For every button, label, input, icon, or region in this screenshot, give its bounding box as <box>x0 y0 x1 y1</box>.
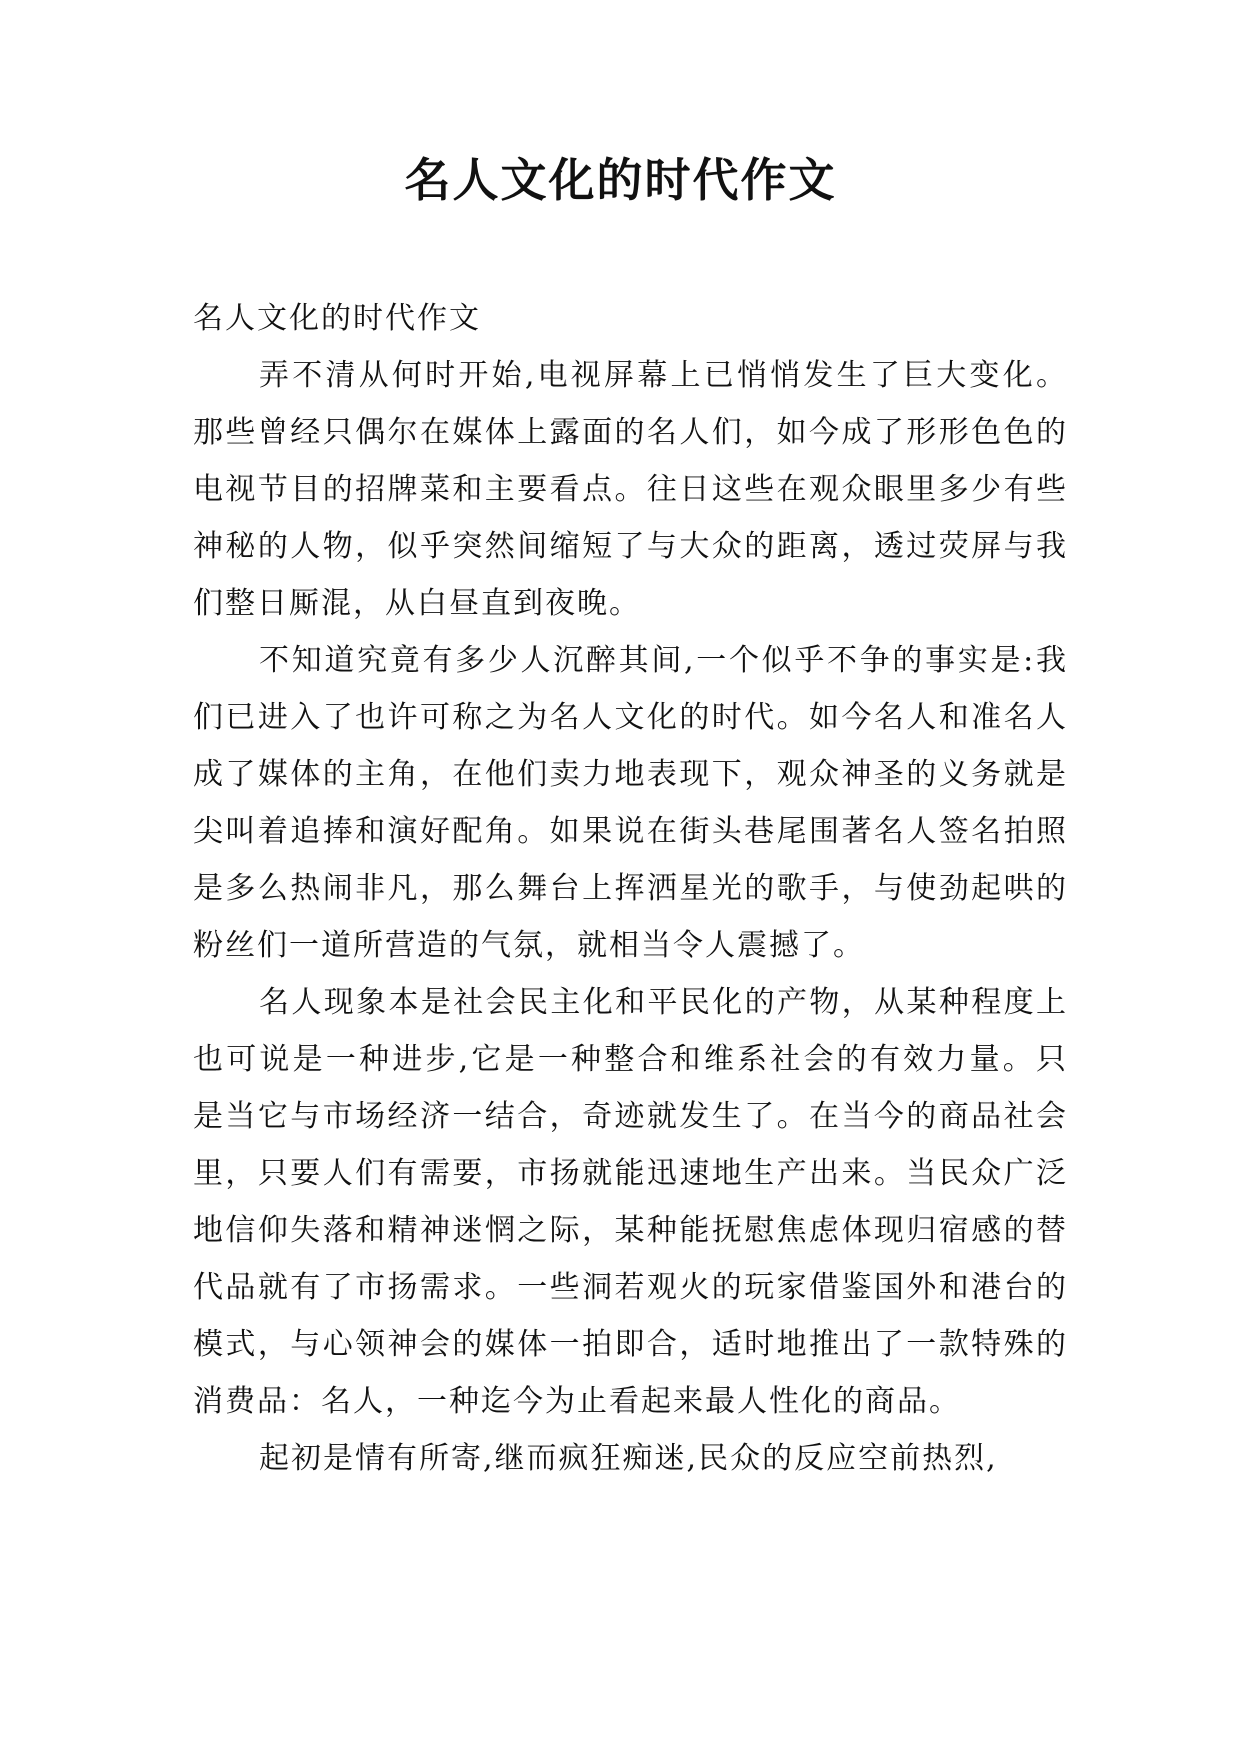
document-subtitle: 名人文化的时代作文 <box>193 301 481 336</box>
document-title: 名人文化的时代作文 <box>404 153 837 207</box>
document-body <box>193 290 1068 1487</box>
paragraph-2: 不知道究竟有多少人沉醉其间,一个似乎不争的事实是:我们已进入了也许可称之为名人文化的时代。如今名人和准名人成了媒体的主角，在他们卖力地表现下，观众神圣的义务就是尖叫着追捧和演好配角。如果说在街头巷尾围著名人签名拍照是多么热闹非凡，那么舞台上挥洒星光的歌手，与使劲起哄的粉丝们一道所营造的气氛，就相当令人震撼了。 <box>193 643 1068 963</box>
paragraph-3: 名人现象本是社会民主化和平民化的产物，从某种程度上也可说是一种进步,它是一种整合和维系社会的有效力量。只是当它与市场经济一结合，奇迹就发生了。在当今的商品社会里，只要人们有需要，市扬就能迅速地生产出来。当民众广泛地信仰失落和精神迷惘之际，某种能抚慰焦虑体现归宿感的替代品就有了市扬需求。一些洞若观火的玩家借鉴国外和港台的模式，与心领神会的媒体一拍即合，适时地推出了一款特殊的消费品：名人，一种迄今为止看起来最人性化的商品。 <box>193 985 1068 1419</box>
paragraph-1: 弄不清从何时开始,电视屏幕上已悄悄发生了巨大变化。那些曾经只偶尔在媒体上露面的名人们，如今成了形形色色的电视节目的招牌菜和主要看点。往日这些在观众眼里多少有些神秘的人物，似乎突然间缩短了与大众的距离，透过荧屏与我们整日厮混，从白昼直到夜晚。 <box>193 358 1068 621</box>
paragraph-4: 起初是情有所寄,继而疯狂痴迷,民众的反应空前热烈, <box>259 1441 998 1476</box>
